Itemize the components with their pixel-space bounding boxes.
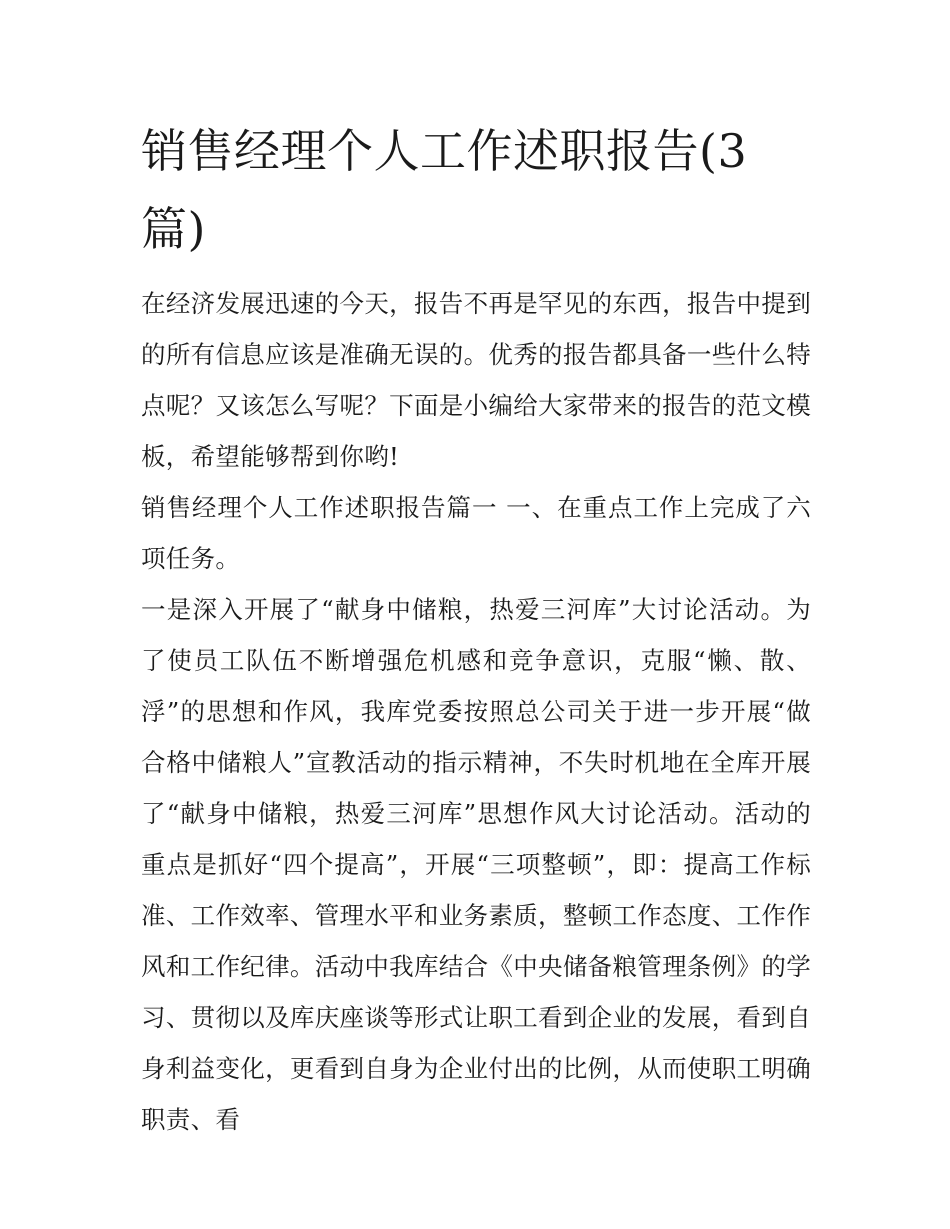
- intro-paragraph: 在经济发展迅速的今天，报告不再是罕见的东西，报告中提到的所有信息应该是准确无误的。优秀的报告都具备一些什么特点呢？又该怎么写呢？下面是小编给大家带来的报告的范文模板，希望能够帮到你哟!: [141, 289, 811, 471]
- section-heading-paragraph: 销售经理个人工作述职报告篇一 一、在重点工作上完成了六项任务。: [141, 493, 811, 573]
- body-paragraph: 一是深入开展了“献身中储粮，热爱三河库”大讨论活动。为了使员工队伍不断增强危机感和竞争意识，克服“懒、散、浮”的思想和作风，我库党委按照总公司关于进一步开展“做合格中储粮人”宣教活动的指示精神，不失时机地在全库开展了“献身中储粮，热爱三河库”思想作风大讨论活动。活动的重点是抓好“四个提高”，开展“三项整顿”，即：提高工作标准、工作效率、管理水平和业务素质，整顿工作态度、工作作风和工作纪律。活动中我库结合《中央储备粮管理条例》的学习、贯彻以及库庆座谈等形式让职工看到企业的发展，看到自身利益变化，更看到自身为企业付出的比例，从而使职工明确职责、看: [141, 595, 811, 1134]
- document-page: [141, 112, 811, 1145]
- document-title: 销售经理个人工作述职报告(3篇): [141, 124, 748, 256]
